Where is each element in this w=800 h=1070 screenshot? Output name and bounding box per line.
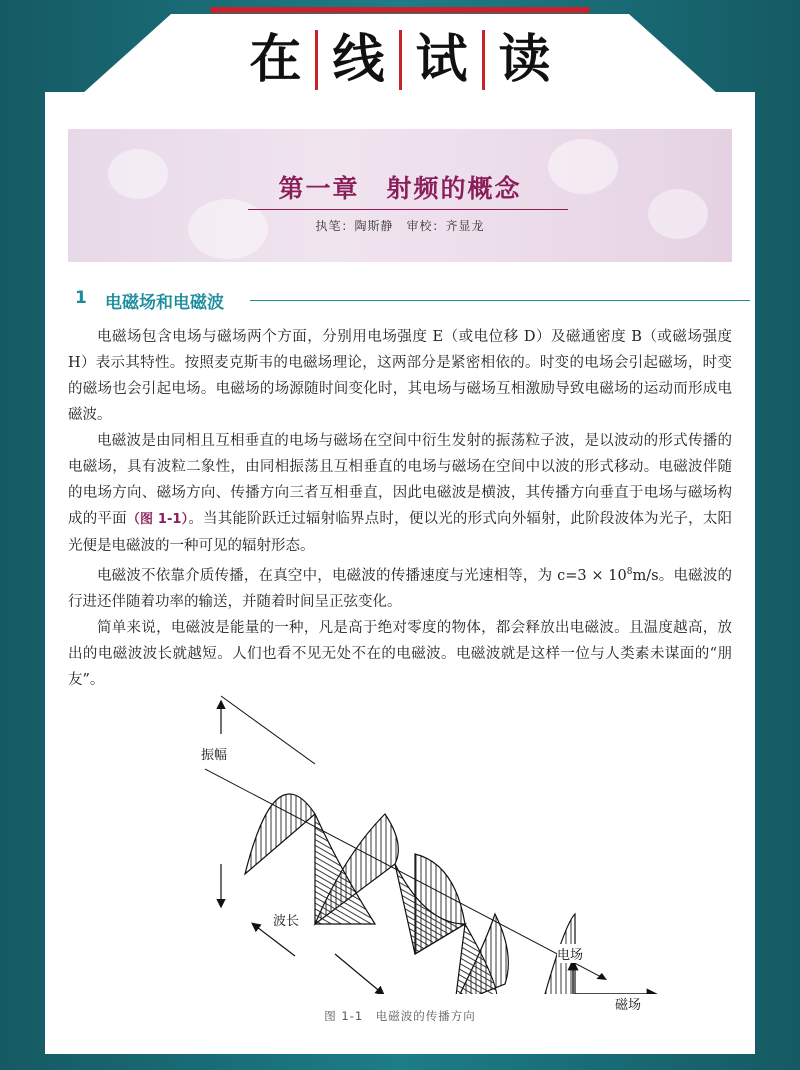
chapter-title-rule (248, 209, 568, 210)
paragraph-3 (68, 559, 732, 615)
electric-wave-lobe (245, 794, 315, 874)
amplitude-guide (221, 696, 315, 764)
propagation-axis (205, 769, 605, 979)
banner-accent (210, 7, 590, 13)
preview-banner (0, 0, 800, 120)
chapter-header (68, 129, 732, 262)
figure-reference-link[interactable]: （图 1-1） (126, 512, 189, 527)
section-title: 电磁场和电磁波 (105, 293, 224, 313)
banner-char: 试 (399, 30, 482, 90)
em-wave-diagram (165, 694, 665, 994)
section-rule (250, 300, 750, 301)
paragraph-4: 简单来说，电磁波是能量的一种，凡是高于绝对零度的物体，都会释放出电磁波。且温度越高，放出的电磁波波长就越短。人们也看不见无处不在的电磁波。电磁波就是这样一位与人类素未谋面的“朋友”。 (68, 619, 732, 688)
banner-title (200, 22, 600, 98)
body-text (68, 324, 732, 693)
paragraph-3-exponent: 8 (626, 567, 633, 577)
section-number: 1 (75, 288, 87, 308)
chapter-authors: 执笔：陶斯静 审校：齐显龙 (315, 219, 485, 233)
banner-char: 线 (315, 30, 398, 90)
paragraph-2-text-b: 。当其能阶跃迁过辐射临界点时，便以光的形式向外辐射，此阶段波体为光子，太阳光便是电磁波的一种可见的辐射形态。 (68, 511, 733, 554)
chapter-title: 第一章 射频的概念 (278, 174, 522, 203)
book-page (45, 92, 755, 1054)
amplitude-label: 振幅 (201, 744, 227, 763)
banner-char: 读 (482, 30, 565, 90)
paragraph-2-text-a: 电磁波是由同相且互相垂直的电场与磁场在空间中衍生发射的振荡粒子波，是以波动的形式传播的电磁场，具有波粒二象性，由同相振荡且互相垂直的电场与磁场在空间中以波的形式移动。电磁波伴随的电场方向、磁场方向、传播方向三者互相垂直，因此电磁波是横波，其传播方向垂直于电场与磁场构成的平面 (68, 433, 732, 527)
wavelength-arrow (335, 954, 383, 994)
wavelength-label: 波长 (273, 910, 299, 929)
electric-field-label: 电场 (557, 944, 583, 963)
magnetic-field-label: 磁场 (615, 994, 641, 1013)
paragraph-2 (68, 428, 732, 559)
em-wave-figure (165, 694, 665, 1013)
paragraph-3-text-a: 电磁波不依靠介质传播，在真空中，电磁波的传播速度与光速相等，为 c=3 × 10 (97, 567, 627, 584)
section-heading (75, 288, 725, 314)
paragraph-1: 电磁场包含电场与磁场两个方面，分别用电场强度 E（或电位移 D）及磁通密度 B（或磁场强度 H）表示其特性。按照麦克斯韦的电磁场理论，这两部分是紧密相依的。时变的电场会引起磁场，时变的磁场也会引起电场。电磁场的场源随时间变化时，其电场与磁场互相激励导致电磁场的运动而形成电磁波。 (68, 329, 732, 423)
paragraph-3-text-b: m/s。电磁波的行进还伴随着功率的输送，并随着时间呈正弦变化。 (68, 567, 733, 610)
figure-caption: 图 1-1 电磁波的传播方向 (324, 1009, 476, 1023)
banner-char: 在 (249, 30, 302, 90)
